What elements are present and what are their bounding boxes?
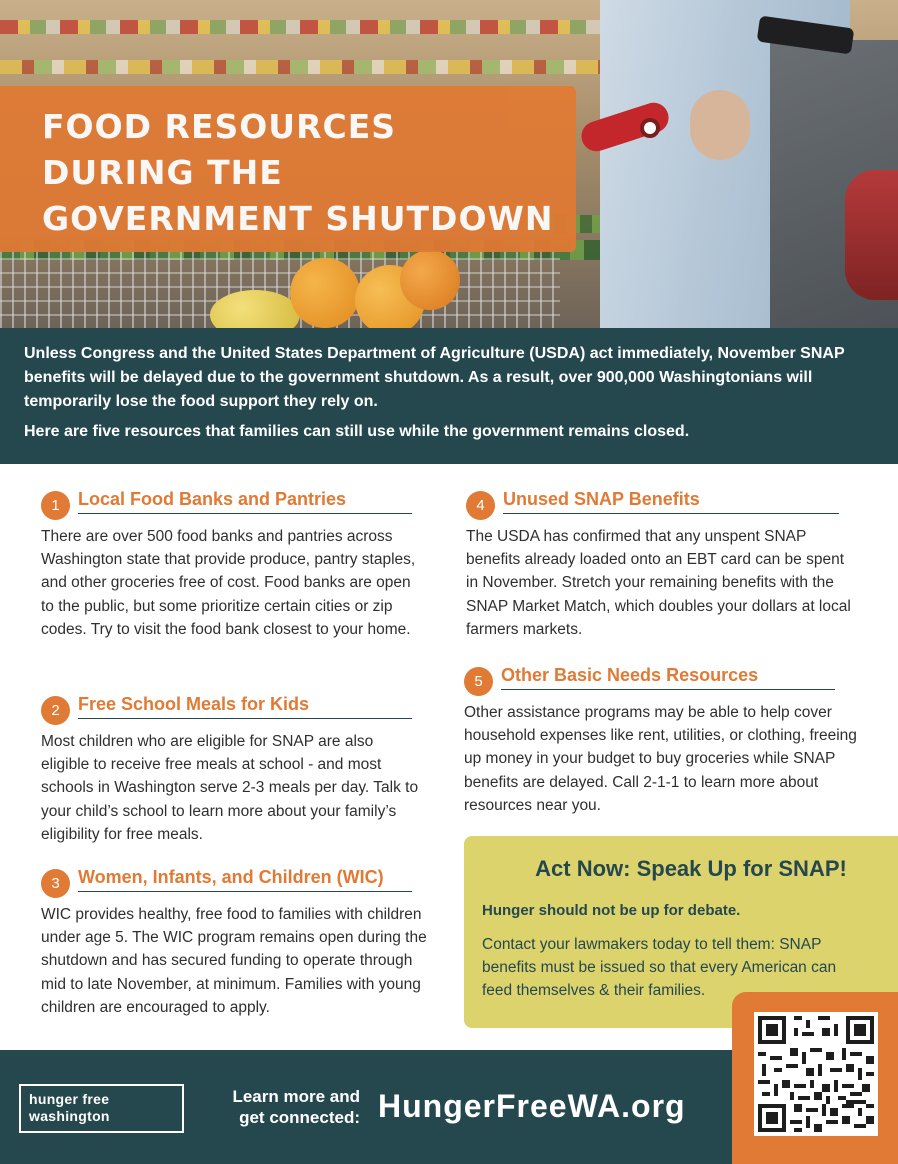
section-school-meals (41, 692, 421, 846)
intro-paragraph-2: Here are five resources that families can still use while the government remains closed. (24, 423, 690, 440)
section-divider (78, 513, 412, 514)
section-number-badge: 2 (41, 696, 70, 725)
section-number-badge: 3 (41, 869, 70, 898)
section-header (466, 487, 852, 519)
intro-band (0, 328, 898, 464)
section-number-badge: 5 (464, 667, 493, 696)
section-title: Free School Meals for Kids (78, 694, 310, 714)
intro-paragraph-1: Unless Congress and the United States Department of Agriculture (USDA) act immediately, November SNAP benefits will be delayed due to the government shutdown. As a result, over 900,000 Washingtonians will temporarily lose the food support they rely on. (24, 345, 845, 410)
learn-line-1: Learn more and (232, 1087, 360, 1106)
section-divider (503, 513, 839, 514)
store-shelf (0, 60, 640, 74)
cart-handle-knob (640, 118, 660, 138)
title-banner (0, 86, 576, 252)
section-number-badge: 1 (41, 491, 70, 520)
orange-image (290, 258, 360, 328)
title-line-1: FOOD RESOURCES (42, 107, 397, 146)
qr-code[interactable] (754, 1012, 878, 1136)
section-food-banks (41, 487, 421, 641)
shopper-bag (845, 170, 898, 300)
hand-image (690, 90, 750, 160)
orange-image (400, 250, 460, 310)
section-body: Other assistance programs may be able to help cover household expenses like rent, utilities, or clothing, freeing up money in your budget to buy groceries while SNAP benefits are delayed. Call 2-1-1 to learn more about resources near you. (464, 704, 857, 814)
section-divider (501, 689, 835, 690)
section-wic (41, 865, 441, 1019)
section-body: There are over 500 food banks and pantries across Washington state that provide produce, pantry staples, and other groceries free of cost. Food banks are open to the public, but some prioritize certain cities or zip codes. Try to visit the food bank closest to your home. (41, 528, 416, 638)
section-title: Local Food Banks and Pantries (78, 489, 347, 509)
learn-more-text (200, 1086, 360, 1128)
act-now-heading: Act Now: Speak Up for SNAP! (535, 856, 847, 881)
section-body: Most children who are eligible for SNAP are also eligible to receive free meals at school - and most schools in Washington serve 2-3 meals per day. Talk to your child’s school to learn more about your family’s eligibility for free meals. (41, 733, 419, 843)
section-header (41, 692, 421, 724)
page-title (42, 104, 562, 242)
logo-line-1: hunger free (29, 1091, 110, 1107)
section-title: Other Basic Needs Resources (501, 665, 759, 685)
section-body: The USDA has confirmed that any unspent SNAP benefits already loaded onto an EBT card can be spent in November. Stretch your remaining benefits with the SNAP Market Match, which doubles your dollars at local farmers markets. (466, 528, 851, 638)
hunger-free-washington-logo[interactable] (19, 1084, 184, 1133)
hero-photo (0, 0, 898, 328)
section-header (464, 663, 864, 695)
website-link[interactable]: HungerFreeWA.org (378, 1088, 686, 1124)
section-header (41, 487, 421, 519)
section-basic-needs (464, 663, 864, 817)
section-divider (78, 718, 412, 719)
section-unused-snap (466, 487, 852, 641)
qr-code-panel (732, 992, 898, 1164)
section-body: WIC provides healthy, free food to families with children under age 5. The WIC program remains open during the shutdown and has secured funding to operate through mid to late November, at minimum. Families with young children are encouraged to apply. (41, 906, 427, 1016)
section-title: Women, Infants, and Children (WIC) (78, 867, 384, 887)
section-number-badge: 4 (466, 491, 495, 520)
logo-line-2: washington (29, 1108, 110, 1124)
title-line-3: GOVERNMENT SHUTDOWN (42, 199, 554, 238)
act-now-lead: Hunger should not be up for debate. (482, 902, 741, 919)
act-now-body: Contact your lawmakers today to tell them: SNAP benefits must be issued so that every American can feed themselves & their families. (482, 936, 837, 999)
store-shelf (0, 20, 640, 34)
learn-line-2: get connected: (239, 1108, 360, 1127)
section-divider (78, 891, 412, 892)
section-header (41, 865, 441, 897)
qr-code-icon (754, 1012, 878, 1136)
section-title: Unused SNAP Benefits (503, 489, 700, 509)
title-line-2: DURING THE (42, 153, 283, 192)
